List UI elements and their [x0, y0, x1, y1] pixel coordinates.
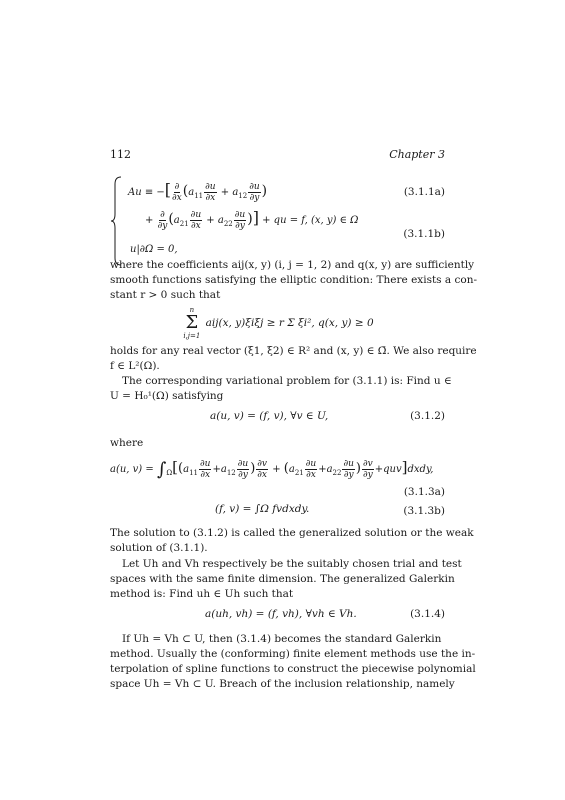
text-line: solution of (3.1.1).: [110, 542, 208, 554]
eq-314-tag: (3.1.4): [410, 608, 445, 620]
paragraph-solution: [110, 526, 474, 556]
equation-3-1-4: a(uh, vh) = (f, vh), ∀vh ∈ Vh.: [205, 608, 357, 620]
paragraph-coefficients: [110, 258, 478, 303]
eq-312-tag: (3.1.2): [410, 410, 445, 422]
text-line: The corresponding variational problem for (3.1.1) is: Find u ∈: [122, 375, 452, 387]
system-brace: [111, 176, 123, 266]
text-line: f ∈ L²(Ω).: [110, 360, 160, 372]
where-label: where: [110, 437, 144, 449]
equation-3-1-3a: a(u, $v) = \int_\Omega[(a_{11}$ $\frac{\partial u}{\partial x}$ $+a_{12}$ $\frac{\partial u}{\partial y}$ ) $\frac{\partial v}{\partial x}$ + ($a_{21}$ $\frac{\partial u}{\partial x}$ $+a_{22}$ $\frac{\partial u}{\partial y}$ ) $\frac{\partial v}{\partial y}$ +quv]dxdy,: [110, 458, 434, 480]
text-line: where the coefficients aij(x, y) (i, j = 1, 2) and q(x, y) are sufficiently: [110, 259, 475, 271]
text-line: The solution to (3.1.2) is called the generalized solution or the weak: [110, 527, 474, 539]
paragraph-real-vector: [110, 344, 477, 374]
equation-3-1-2: a(u, v) = (f, v), ∀v ∈ U,: [210, 410, 329, 422]
text-line: method. Usually the (conforming) finite element methods use the in-: [110, 648, 476, 660]
eq-313b-tag: (3.1.3b): [403, 505, 445, 517]
text-line: Let Uh and Vh respectively be the suitably chosen trial and test: [122, 558, 462, 570]
text-line: stant r > 0 such that: [110, 289, 221, 301]
text-line: U = H₀¹(Ω) satisfying: [110, 390, 224, 402]
equation-3-1-3b: (f, v) = ∫Ω fvdxdy.: [215, 503, 310, 515]
eq-311a-lhs: Au ≡ −: [128, 187, 165, 198]
sum-symbol: n Σ i,j=1: [183, 306, 201, 340]
text-line: If Uh = Vh ⊂ U, then (3.1.4) becomes the standard Galerkin: [122, 633, 442, 645]
ellipticity-text: aij(x, y)ξiξj ≥ r Σ ξi², q(x, y) ≥ 0: [205, 317, 374, 329]
chapter-label: Chapter 3: [389, 148, 445, 161]
paragraph-variational: [110, 374, 452, 404]
text-line: holds for any real vector (ξ1, ξ2) ∈ R² and (x, y) ∈ Ω̄. We also require: [110, 345, 477, 357]
text-line: smooth functions satisfying the elliptic condition: There exists a con-: [110, 274, 478, 286]
eq-311b-rhs: + qu = f, (x, y) ∈ Ω: [262, 215, 359, 226]
ellipticity-condition: [110, 306, 445, 340]
paragraph-galerkin: [110, 557, 462, 602]
text-line: spaces with the same finite dimension. The generalized Galerkin: [110, 573, 455, 585]
page-number: 112: [110, 148, 131, 161]
eq-311a-tag: (3.1.1a): [403, 186, 445, 198]
eq-313a-tag: (3.1.3a): [403, 486, 445, 498]
eq-311b-tag: (3.1.1b): [403, 228, 445, 240]
paragraph-standard-galerkin: [110, 632, 476, 692]
equation-3-1-1a-cont: + $\frac{\partial}{\partial y}$ ($a_{21}$ $\frac{\partial u}{\partial x}$ + $a_{22}$ $\frac{\partial u}{\partial y}$ )] + qu = f, (x, y) ∈ Ω: [145, 208, 359, 231]
boundary-condition: u|∂Ω = 0,: [130, 244, 178, 255]
equation-3-1-1a: Au ≡ −[ $\frac{\partial}{\partial x}$ ($a_{11}$ $\frac{\partial u}{\partial x}$ + $a_{12}$ $\frac{\partial u}{\partial y}$ ): [128, 180, 268, 203]
text-line: space Uh = Vh ⊂ U. Breach of the inclusion relationship, namely: [110, 678, 455, 690]
text-line: method is: Find uh ∈ Uh such that: [110, 588, 294, 600]
text-line: terpolation of spline functions to construct the piecewise polynomial: [110, 663, 476, 675]
